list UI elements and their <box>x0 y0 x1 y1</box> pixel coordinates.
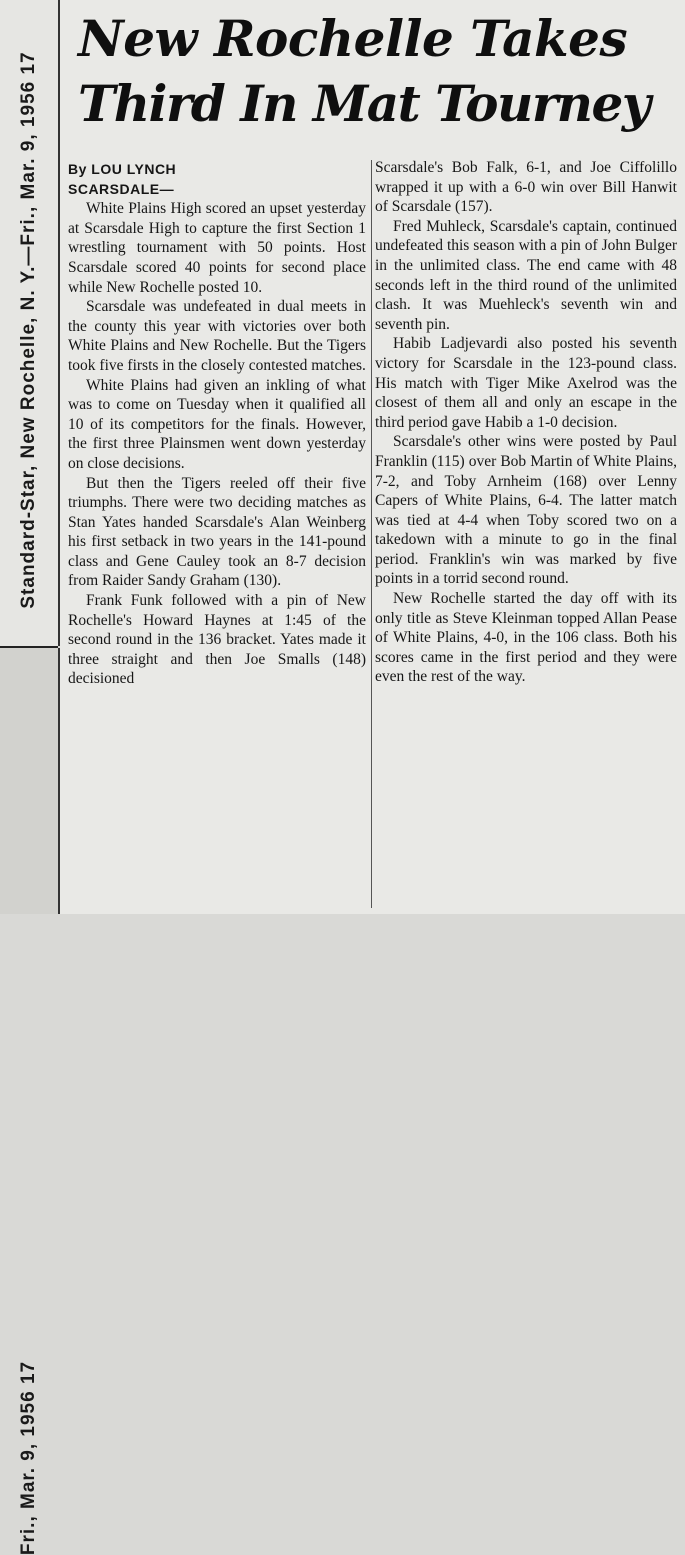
article-column-right <box>375 158 677 687</box>
article-column-left <box>68 160 366 689</box>
paragraph: Scarsdale's other wins were posted by Paul Franklin (115) over Bob Martin of White Plains, 7-2, and Toby Arnheim (168) over Lenny Capers of White Plains, 6-4. The latter match was tied at 4-4 when Toby scored two on a takedown with a minute to go in the final period. Franklin's win was marked by five points in a torrid second round. <box>375 433 677 588</box>
paragraph: Fred Muhleck, Scarsdale's captain, continued undefeated this season with a pin of John Bulger in the unlimited class. The end came with 48 seconds left in the third round of the unlimited clash. It was Muehleck's seventh win and seventh pin. <box>375 217 677 333</box>
margin-strip-top <box>0 0 58 648</box>
headline-line-2: Third In Mat Tourney <box>78 74 650 133</box>
column-divider <box>371 160 372 908</box>
paragraph-continuation: Scarsdale's Bob Falk, 6-1, and Joe Ciffolillo wrapped it up with a 6-0 win over Bill Hanwit of Scarsdale (157). <box>375 159 677 216</box>
paragraph: White Plains had given an inkling of what was to come on Tuesday when it qualified all 10 of its competitors for the finals. However, the first three Plainsmen went down yesterday on close decisions. <box>68 376 366 472</box>
paragraph: New Rochelle started the day off with its only title as Steve Kleinman topped Allan Pease of White Plains, 4-0, in the 106 class. Both his scores came in the first period and they were even the rest of the way. <box>375 590 677 686</box>
margin-date-text: Standard-Star, New Rochelle, N. Y.—Fri., Mar. 9, 1956 17 <box>18 51 39 609</box>
paragraph: But then the Tigers reeled off their five triumphs. There were two deciding matches as Stan Yates handed Scarsdale's Alan Weinberg his first setback in two years in the 141-pound class and Gene Cauley took an 8-7 decision from Raider Sandy Graham (130). <box>68 474 366 590</box>
paragraph: Frank Funk followed with a pin of New Rochelle's Howard Haynes at 1:45 of the second round in the 136 bracket. Yates made it three straight and then Joe Smalls (148) decisioned <box>68 592 366 688</box>
paragraph: Habib Ladjevardi also posted his seventh victory for Scarsdale in the 123-pound class. His match with Tiger Mike Axelrod was the closest of them all and only an escape in the third period gave Habib a 1-0 decision. <box>375 335 677 431</box>
dateline: SCARSDALE— <box>68 180 175 197</box>
paragraph: White Plains High scored an upset yesterday at Scarsdale High to capture the first Section 1 wrestling tournament with 50 points. Host Scarsdale scored 40 points for second place while New Rochelle posted 10. <box>68 200 366 296</box>
newspaper-page <box>60 0 685 914</box>
byline: By LOU LYNCH <box>68 161 177 177</box>
paragraph: Scarsdale was undefeated in dual meets in the county this year with victories over both White Plains and New Rochelle. But the Tigers took five firsts in the closely contested matches. <box>68 298 366 374</box>
headline-line-1: New Rochelle Takes <box>78 9 628 68</box>
article-headline <box>78 6 678 136</box>
margin-date-text-bottom: Fri., Mar. 9, 1956 17 <box>18 1360 39 1555</box>
margin-strip-bottom <box>0 648 58 1555</box>
